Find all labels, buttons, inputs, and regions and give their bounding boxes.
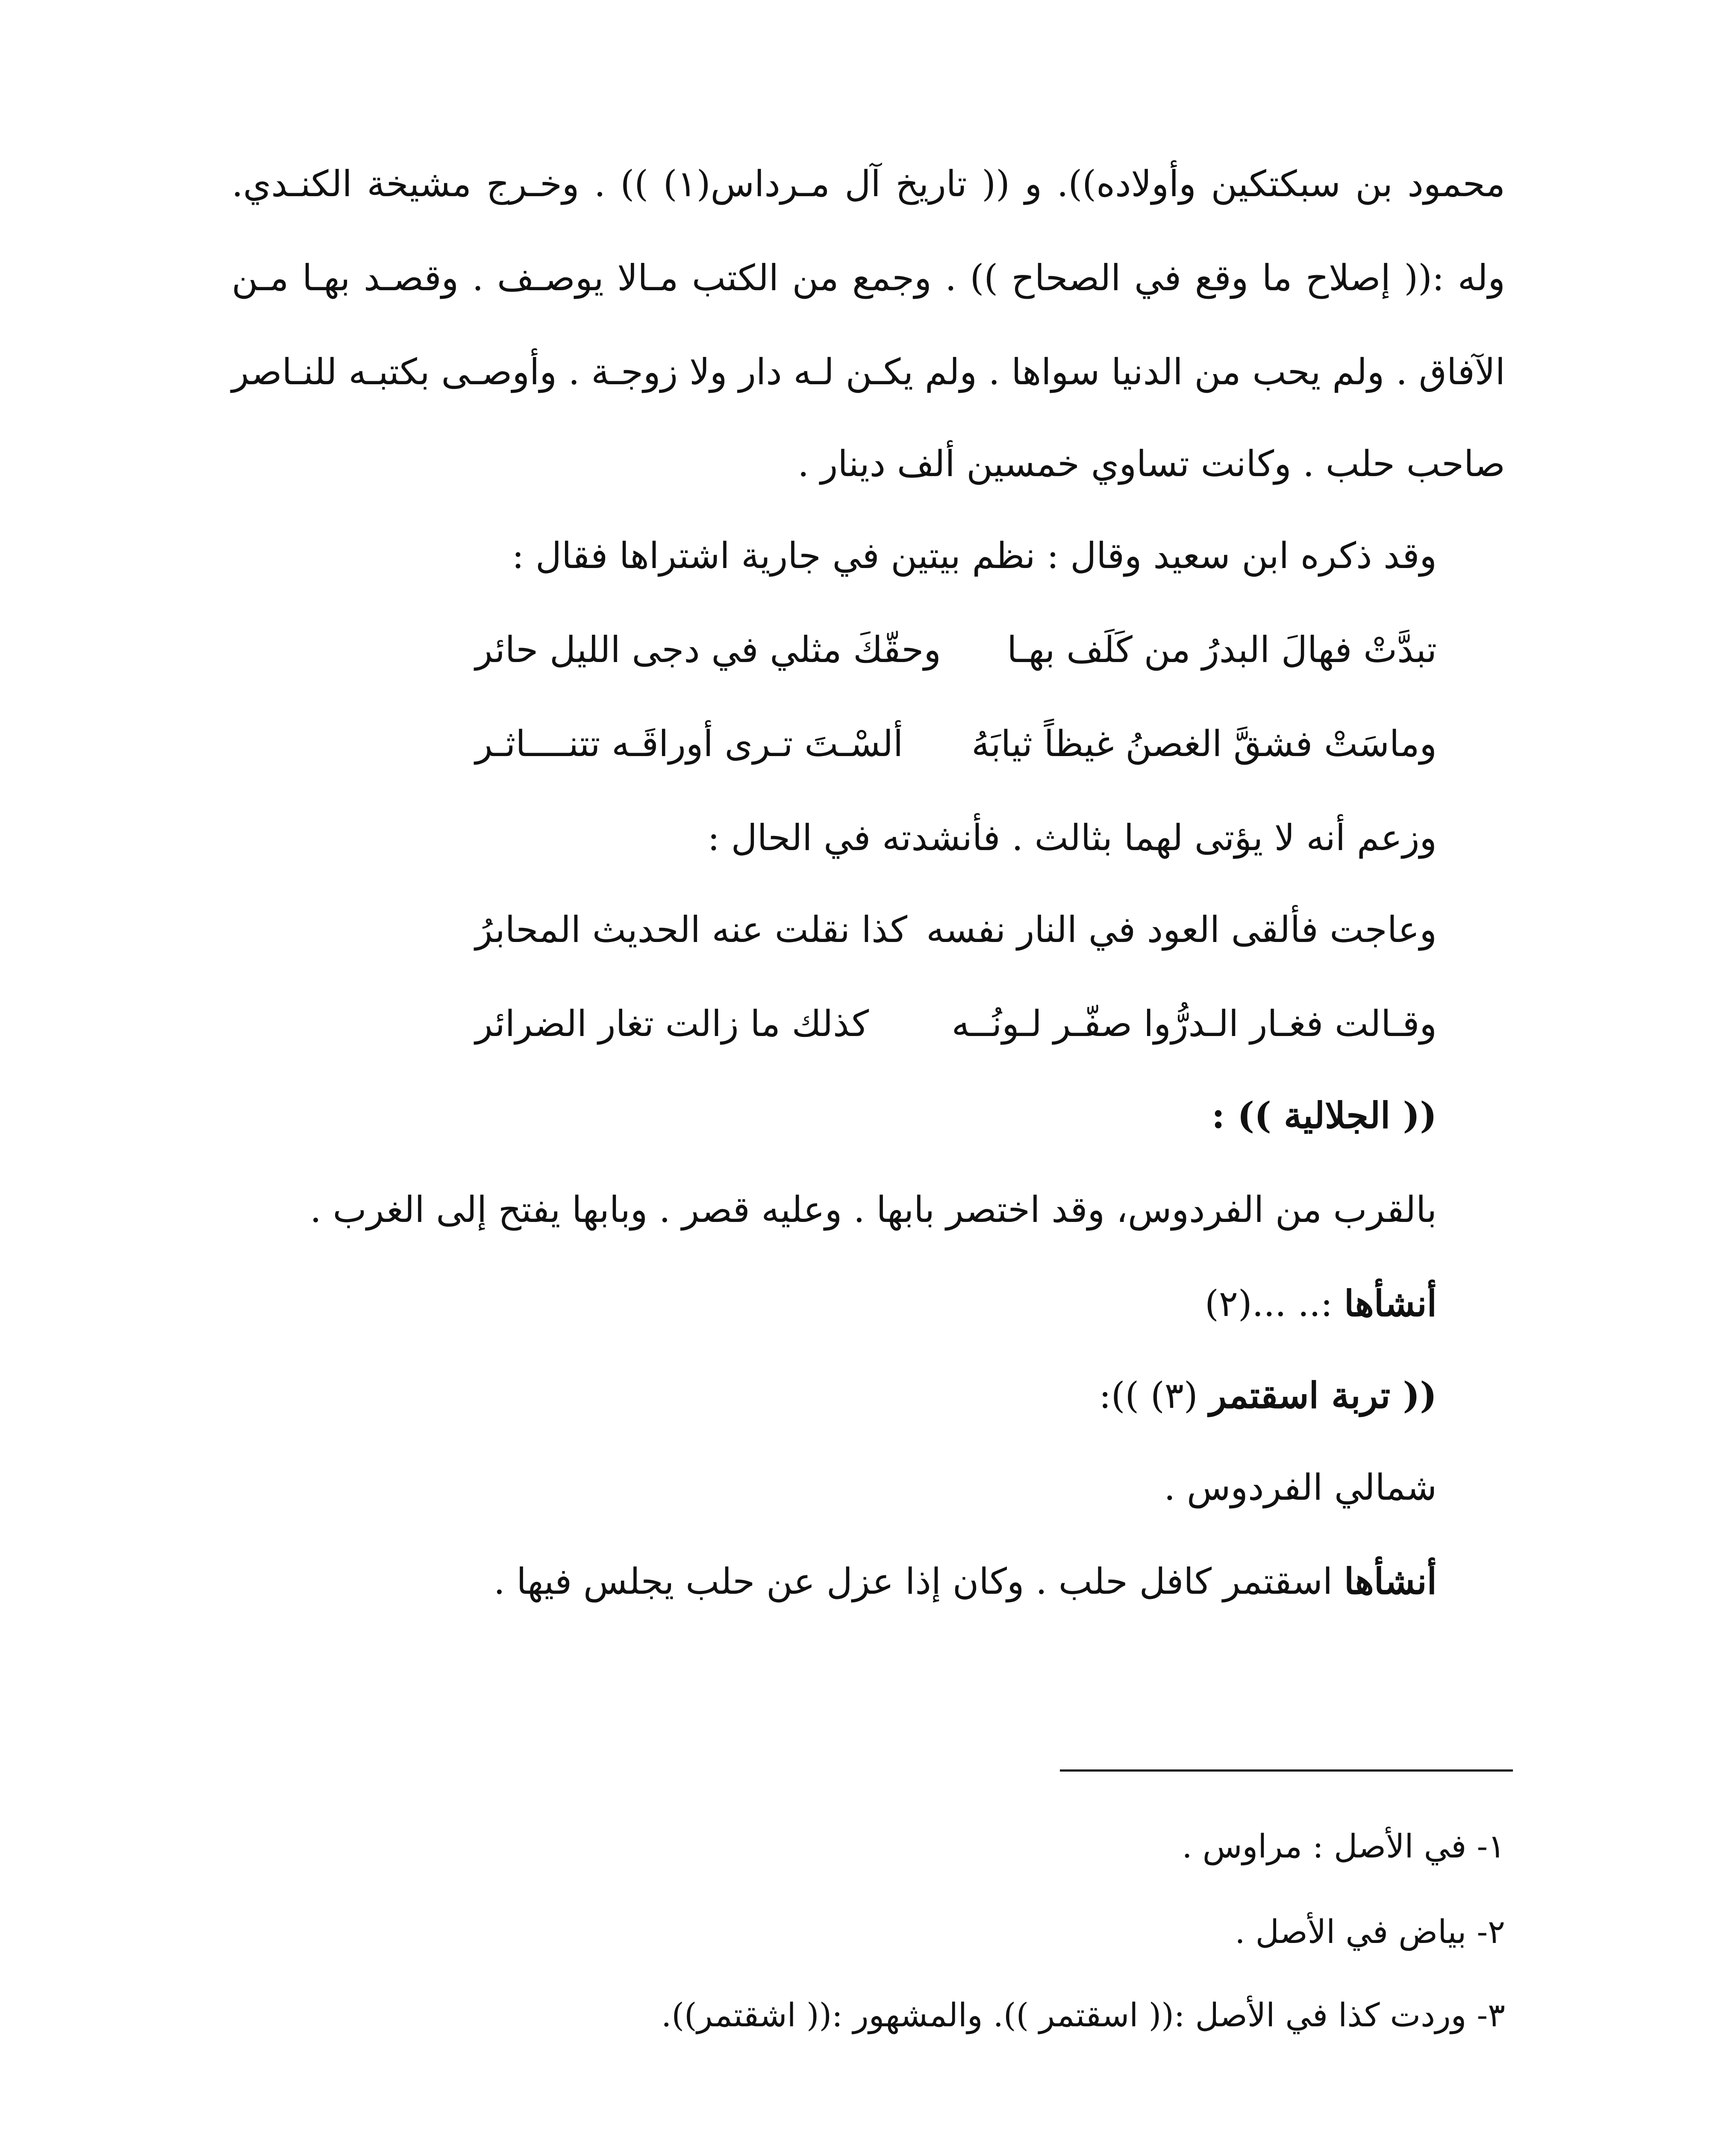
hemistich-second: كذا نقلت عنه الحديث المحابرُ: [475, 909, 908, 951]
verse-line-3: [475, 904, 1437, 955]
hemistich-first: وعاجت فألقى العود في النار نفسه: [926, 909, 1437, 951]
founder-label: أنشأها: [1344, 1282, 1437, 1325]
turba-heading-note: (٣) )):: [1099, 1375, 1209, 1416]
verse-intro-2: وزعم أنه لا يؤتى لهما بثالث . فأنشدته في الحال :: [707, 817, 1437, 859]
founder-text: اسقتمر كافل حلب . وكان إذا عزل عن حلب يجلس فيها .: [493, 1560, 1344, 1602]
founder-label: أنشأها: [1344, 1560, 1437, 1602]
turba-location: شمالي الفردوس .: [1164, 1466, 1437, 1508]
hemistich-first: تبدَّتْ فهالَ البدرُ من كَلَف بهـا: [1007, 629, 1437, 671]
body-line-2: وله :(( إصلاح ما وقع في الصحاح )) . وجمع من الكتب مـالا يوصـف . وقصـد بهـا مـن: [232, 257, 1505, 299]
verse-line-4: [475, 998, 1437, 1049]
turba-heading-title: (( تربة اسقتمر: [1209, 1374, 1437, 1416]
verse-line-2: [475, 718, 1437, 769]
hemistich-second: ألسْـتَ تـرى أوراقَـه تتنــــاثـر: [475, 723, 903, 765]
footnote-3: ٣- وردت كذا في الأصل :(( اسقتمر )). والمشهور :(( اشقتمر)).: [661, 1996, 1505, 2034]
verse-intro-1: وقد ذكره ابن سعيد وقال : نظم بيتين في جارية اشتراها فقال :: [512, 535, 1437, 577]
footnote-1: ١- في الأصل : مراوس .: [1182, 1827, 1505, 1865]
footnote-separator: [1060, 1769, 1513, 1772]
body-line-4: صاحب حلب . وكانت تساوي خمسين ألف دينار .: [797, 443, 1505, 485]
hemistich-first: وماسَتْ فشقَّ الغصنُ غيظاً ثيابَهُ: [971, 723, 1437, 765]
verse-line-1: [475, 624, 1437, 675]
hemistich-second: كذلك ما زالت تغار الضرائر: [475, 1003, 869, 1045]
body-line-1: محمود بن سبكتكين وأولاده)). و (( تاريخ آل مـرداس(١) )) . وخـرج مشيخة الكنـدي.: [232, 163, 1506, 205]
hemistich-second: وحقّكَ مثلي في دجى الليل حائر: [475, 629, 941, 671]
section-heading-jalaliya: (( الجلالية )) :: [1212, 1094, 1437, 1136]
turba-founder: [494, 1556, 1437, 1607]
jalaliya-description: بالقرب من الفردوس، وقد اختصر بابها . وعليه قصر . وبابها يفتح إلى الغرب .: [310, 1189, 1437, 1230]
jalaliya-founder: [1205, 1278, 1437, 1329]
footnote-2: ٢- بياض في الأصل .: [1235, 1913, 1505, 1951]
body-line-3: الآفاق . ولم يحب من الدنيا سواها . ولم يكـن لـه دار ولا زوجـة . وأوصـى بكتبـه للنـاصر: [232, 351, 1505, 393]
section-heading-turba: [1099, 1370, 1437, 1421]
hemistich-first: وقـالت فغـار الـدرُّوا صفّـر لـونُــه: [951, 1003, 1437, 1045]
founder-text: :.. ...(٢): [1204, 1283, 1344, 1325]
